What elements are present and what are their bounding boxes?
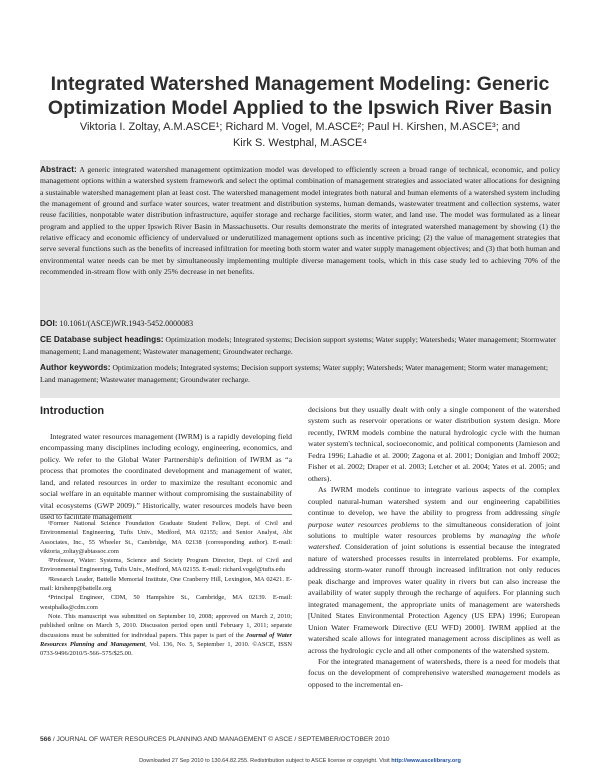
abstract <box>40 164 560 277</box>
doi <box>40 318 560 329</box>
authors-line-2: Kirk S. Westphal, M.ASCE⁴ <box>232 137 368 149</box>
section-heading-introduction: Introduction <box>40 405 105 417</box>
page-footer <box>40 736 390 743</box>
footnote-divider <box>40 514 292 515</box>
p4-emphasis: management <box>486 668 526 678</box>
subject-headings-label: CE Database subject headings: <box>40 334 164 344</box>
manuscript-note <box>40 612 292 658</box>
doi-label: DOI: <box>40 318 58 328</box>
p3-text-b: to the simultaneous consideration of joint solutions to multiple water resources problems by <box>308 519 560 540</box>
download-notice <box>0 758 600 764</box>
authors-line-1: Viktoria I. Zoltay, A.M.ASCE¹; Richard M. Vogel, M.ASCE²; Paul H. Kirshen, M.ASCE³; and <box>79 121 521 133</box>
p3-emphasis-1: single purpose water resources problems <box>308 508 560 529</box>
paper-title: Integrated Watershed Management Modeling: Generic Optimization Model Applied to the Ipswich River Basin <box>47 73 553 119</box>
manuscript-note-tail: , Vol. 136, No. 5, September 1, 2010. ©ASCE, ISSN 0733-9496/2010/5-566–575/$25.00. <box>40 640 293 658</box>
abstract-label: Abstract: <box>40 164 77 174</box>
page-number: 566 <box>40 736 52 743</box>
p4-text-a: For the integrated management of watersheds, there is a need for models that focus on the development of comprehensive watershed <box>308 656 560 678</box>
author-list <box>40 119 560 151</box>
manuscript-note-text: Note. This manuscript was submitted on September 10, 2008; approved on March 2, 2010; published online on March 5, 2010. Discussion period open until February 1, 2011; separate discussions must be submitted for individual papers. This paper is part of the <box>40 612 292 639</box>
journal-name: Journal of Water Resources Planning and Management <box>40 631 292 648</box>
doi-value[interactable]: 10.1061/(ASCE)WR.1943-5452.0000083 <box>59 319 194 328</box>
p3-text-a: As IWRM models continue to integrate various aspects of the complex coupled natural-human watershed system and our engineering capabilities continue to develop, we have the ability to progress from addressing <box>308 485 560 518</box>
author-keywords <box>40 362 560 385</box>
download-notice-text: Downloaded 27 Sep 2010 to 130.64.82.255. Redistribution subject to ASCE license or copyright. Visit <box>139 758 392 764</box>
subject-headings <box>40 334 560 357</box>
p4-text-b: models as opposed to the incremental en- <box>308 668 560 689</box>
intro-paragraph-4 <box>308 656 560 690</box>
footnote-1: ¹Former National Science Foundation Graduate Student Fellow, Dept. of Civil and Environmental Engineering, Tufts Univ., Medford, MA 02155; and Senior Analyst, Abt Associates, Inc., 55 Wheeler St., Cambridge, MA 02138 (corresponding author). E-mail: viktoria_zoltay@abtassoc.com <box>40 520 292 555</box>
author-keywords-text: Optimization models; Integrated systems; Decision support systems; Water supply; Watersheds; Water management; Storm water management; Land management; Wastewater management; Groundwater recharge. <box>40 363 549 384</box>
intro-paragraph-3 <box>308 484 560 656</box>
left-column-body <box>40 431 292 523</box>
p3-text-c: . Consideration of joint solutions is essential because the integrated nature of watershed processes results in interrelated problems. For example, addressing storm-water runoff through increased infiltration not only reduces peak discharge and improves water quality in rivers but can also increase the availability of water supply through the recharge of aquifers. For planning such integrated management, the appropriate units of management are watersheds [United States Environmental Protection Agency (US EPA) 1996; European Union Water Framework Directive (EU WFD) 2000]. IWRM applied at the watershed scale allows for integrated management across disciplines as well as across the hydrologic cycle and all other components of the watershed system. <box>308 542 560 655</box>
abstract-text: A generic integrated watershed management optimization model was developed to efficiently screen a broad range of technical, economic, and policy management options within a watershed system framework and select the optimal combination of management strategies and associated water allocations for designing a sustainable watershed management plan at least cost. The watershed management model integrates both natural and human elements of a watershed system including the management of ground and surface water sources, water treatment and distribution systems, human demands, wastewater treatment and collection systems, water reuse facilities, nonpotable water distribution infrastructure, aquifer storage and recharge facilities, storm water, and land use. The model was formulated as a linear program and applied to the upper Ipswich River Basin in Massachusetts. Our results demonstrate the merits of integrated watershed management by showing (1) the relative efficacy and economic efficiency of undervalued or underutilized management options such as incentive pricing; (2) the value of management strategies that serve several functions such as the benefits of increased infiltration for meeting both storm water and water supply management objectives; and (3) that both human and environmental water needs can be met by simultaneously implementing multiple diverse management tools, which in this case study led to achieving 70% of the recommended in-stream flow with only 25% decrease in net benefits. <box>40 165 560 277</box>
journal-footer-text: / JOURNAL OF WATER RESOURCES PLANNING AND MANAGEMENT © ASCE / SEPTEMBER/OCTOBER 2010 <box>51 736 390 743</box>
ascelibrary-link[interactable]: http://www.ascelibrary.org <box>391 758 461 764</box>
subject-headings-text: Optimization models; Integrated systems; Decision support systems; Water supply; Watersheds; Water management; Stormwater management; Land management; Wastewater management; Groundwater recharge. <box>40 335 557 356</box>
footnotes <box>40 519 292 658</box>
intro-paragraph-1: Integrated water resources management (IWRM) is a rapidly developing field encompassing many disciplines including ecology, engineering, economics, and policy. We refer to the Global Water Partnership's definition of IWRM as “a process that promotes the coordinated development and management of water, land, and related resources in order to maximize the resultant economic and social welfare in an equitable manner without compromising the sustainability of vital ecosystems (GWP 2009).” Historically, water resources models have been used to facilitate management <box>40 432 292 522</box>
p3-emphasis-2: managing the whole watershed <box>308 530 560 552</box>
footnote-3: ³Research Leader, Battelle Memorial Institute, One Cranberry Hill, Lexington, MA 02421. E-mail: kirshenp@battelle.org <box>40 575 292 593</box>
right-column-body <box>308 404 560 690</box>
footnote-4: ⁴Principal Engineer, CDM, 50 Hampshire St., Cambridge, MA 02139. E-mail: westphalks@cdm.com <box>40 594 292 611</box>
intro-paragraph-2: decisions but they usually dealt with only a single component of the watershed system such as reservoir operations or water distribution system design. More recently, IWRM models combine the natural hydrologic cycle with the human water system's technical, socioeconomic, and political components (Jamieson and Fedra 1996; Lahadie et al. 2000; Zagona et al. 2001; Donigian and Imhoff 2002; Fisher et al. 2002; Draper et al. 2003; Letcher et al. 2004; Yates et al. 2005; and others). <box>308 405 560 483</box>
footnote-2: ²Professor, Water: Systems, Science and Society Program Director, Dept. of Civil and Environmental Engineering, Tufts Univ., Medford, MA 02155. E-mail: richard.vogel@tufts.edu <box>40 557 292 574</box>
author-keywords-label: Author keywords: <box>40 362 111 372</box>
